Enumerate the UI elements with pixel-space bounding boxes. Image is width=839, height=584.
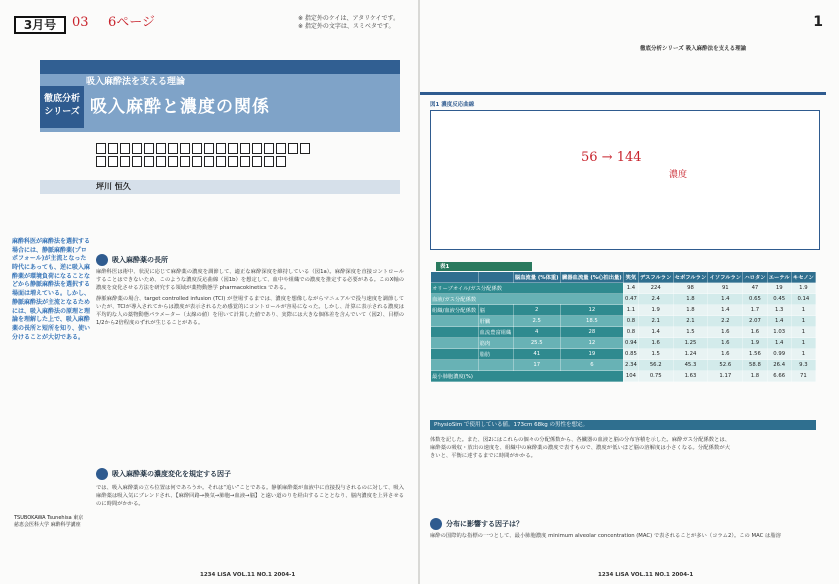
td: 肝臓 <box>478 316 513 327</box>
running-head: 徹底分析シリーズ 吸入麻酔法を支える理論 <box>640 46 747 52</box>
section3-body: 麻酔の国際的な指標の一つとして、最小肺胞濃度 minimum alveolar concentration (MAC) で表されることが多い（コラム2）。この MAC は脂溶 <box>430 533 781 539</box>
th: 臓器血流量 (%心拍出量) <box>560 272 623 283</box>
td: 筋肉 <box>478 338 513 349</box>
td <box>431 338 479 349</box>
section1-para-2: 静脈麻酔薬の場合、target controlled infusion (TCI) が登場するまでは、濃度を想像しながらマニュアルで投与速度を調節していたが、TCIが導入されてからは濃度が表示されるため感覚的にコントロールが容易になった。しかし、計算に表示される濃度は平均的な人の薬物動態パラメーター（太線の値）を用いて計算した値であり、実際には大きな個体差を含んでいて（図2）、目標の1/2から2倍程度のずれが生じることがある。 <box>96 295 404 327</box>
td: 血流豊富組織 <box>478 327 513 338</box>
page-title: 吸入麻酔と濃度の関係 <box>90 97 270 117</box>
td: 1.5 <box>638 349 673 360</box>
th: デスフルラン <box>638 272 673 283</box>
th: ハロタン <box>743 272 767 283</box>
td: 1.25 <box>673 338 708 349</box>
td: 47 <box>743 283 767 294</box>
td: 4 <box>513 327 560 338</box>
td: 1 <box>791 349 815 360</box>
td: 12 <box>560 305 623 316</box>
td: 2 <box>513 305 560 316</box>
td: 1.4 <box>638 327 673 338</box>
td: 12 <box>560 338 623 349</box>
td: 1.6 <box>708 349 743 360</box>
author: 坪川 恒久 <box>96 182 131 191</box>
td: 0.14 <box>791 294 815 305</box>
td: 組織/血液分配係数 <box>431 305 479 316</box>
table-row <box>431 338 816 349</box>
author-profile: TSUBOKAWA Tsunehisa 東京慈恵会医科大学 麻酔科学講座 <box>14 515 84 528</box>
table-row <box>431 360 816 371</box>
td: 1 <box>791 338 815 349</box>
td: 18.5 <box>560 316 623 327</box>
td: 1.1 <box>623 305 638 316</box>
author-bar <box>40 180 400 194</box>
month-tag: 3月号 <box>14 16 66 34</box>
td: 56.2 <box>638 360 673 371</box>
td <box>478 360 513 371</box>
td: 1.03 <box>767 327 791 338</box>
annotation-fig-count: 56 → 144 <box>581 150 642 165</box>
side-note: 麻酔科医が麻酔法を選択する場合には、静脈麻酔薬(プロポフォール)が主流となった時代にあっても、逆に吸入麻酔薬が環境負荷になることなどから静脈麻酔法を選択する場面は増えている。しかし、静脈麻酔法が主流となるためには、吸入麻酔法の原理と理論を理解した上で、吸入麻酔薬の長所と短所を知り、使い分けることが大切である。 <box>12 238 91 341</box>
td: 91 <box>708 283 743 294</box>
th: 脳血流量 (%体重) <box>513 272 560 283</box>
td: 6 <box>560 360 623 371</box>
td: 1.4 <box>708 294 743 305</box>
th <box>431 272 479 283</box>
td: 28 <box>560 327 623 338</box>
table-header-row <box>431 272 816 283</box>
table-row <box>431 316 816 327</box>
series-box <box>40 86 84 128</box>
td: 1.4 <box>623 283 638 294</box>
table-row <box>431 305 816 316</box>
section1-heading-text: 吸入麻酔薬の長所 <box>112 256 168 264</box>
td: 224 <box>638 283 673 294</box>
th: 笑気 <box>623 272 638 283</box>
placeholder-boxes <box>96 143 310 167</box>
table-note: PhysioSim で使用している値。173cm 68kg の男性を想定。 <box>430 420 816 430</box>
td: 1.8 <box>743 371 767 382</box>
gutter <box>418 0 420 584</box>
section-dot-icon <box>96 468 108 480</box>
td: 26.4 <box>767 360 791 371</box>
td: 0.47 <box>623 294 638 305</box>
td <box>431 316 479 327</box>
td: 25.5 <box>513 338 560 349</box>
td: 1.4 <box>767 338 791 349</box>
section2-heading-text: 吸入麻酔薬の濃度変化を規定する因子 <box>112 470 231 478</box>
td: 2.1 <box>638 316 673 327</box>
td: 2.07 <box>743 316 767 327</box>
td: 最小肺胞濃度(%) <box>431 371 624 382</box>
td <box>431 349 479 360</box>
table-row <box>431 349 816 360</box>
td: 1.9 <box>791 283 815 294</box>
right-bar <box>420 92 826 95</box>
annotation-kanji: 濃度 <box>669 170 688 180</box>
td: オリーブオイル/ガス分配係数 <box>431 283 624 294</box>
td: 1.6 <box>708 327 743 338</box>
series-line1: 徹底分析 <box>43 94 80 104</box>
td: 脂肪 <box>478 349 513 360</box>
td: 2.34 <box>623 360 638 371</box>
section3-heading <box>430 518 523 530</box>
td: 1.6 <box>743 327 767 338</box>
section-dot-icon <box>430 518 442 530</box>
th: イソフルラン <box>708 272 743 283</box>
td: 6.66 <box>767 371 791 382</box>
td: 1.56 <box>743 349 767 360</box>
table-row <box>431 327 816 338</box>
td <box>431 327 479 338</box>
th: エーテル <box>767 272 791 283</box>
table-row <box>431 283 816 294</box>
td: 52.6 <box>708 360 743 371</box>
td: 0.8 <box>623 327 638 338</box>
td: 1.5 <box>673 327 708 338</box>
figure-box <box>430 110 820 250</box>
td: 1.3 <box>767 305 791 316</box>
td: 0.8 <box>623 316 638 327</box>
td: 104 <box>623 371 638 382</box>
td: 1.17 <box>708 371 743 382</box>
td: 脳 <box>478 305 513 316</box>
section1-heading <box>96 254 168 266</box>
td: 17 <box>513 360 560 371</box>
th: セボフルラン <box>673 272 708 283</box>
td: 1.8 <box>673 294 708 305</box>
table-bar <box>436 262 532 271</box>
th <box>478 272 513 283</box>
td: 98 <box>673 283 708 294</box>
td: 1.6 <box>708 338 743 349</box>
td: 58.8 <box>743 360 767 371</box>
right-footer: 1234 LiSA VOL.11 NO.1 2004-1 <box>598 572 694 578</box>
td: 1.9 <box>638 305 673 316</box>
td: 71 <box>791 371 815 382</box>
td: 41 <box>513 349 560 360</box>
td: 1.6 <box>638 338 673 349</box>
page-number: 1 <box>813 14 823 30</box>
section2-heading <box>96 468 231 480</box>
td: 19 <box>560 349 623 360</box>
td: 45.3 <box>673 360 708 371</box>
td: 2.4 <box>638 294 673 305</box>
section-dot-icon <box>96 254 108 266</box>
right-body: 体数を記した。また、図2にはこれらの個々の分配係数から、各臓器の血液と脳の分布容積を示した。麻酔ガス分配係数とは、麻酔薬の吸収・放出の速度を、組織中の麻酔薬の濃度で表すもので、濃度が低いほど脳の溶解度は小さくなる。分配係数が大きいと、平衡に達するまでに時間がかかる。 <box>430 437 730 460</box>
td: 9.3 <box>791 360 815 371</box>
td: 2.2 <box>708 316 743 327</box>
td: 0.75 <box>638 371 673 382</box>
left-footer: 1234 LiSA VOL.11 NO.1 2004-1 <box>200 572 296 578</box>
td: 1 <box>791 305 815 316</box>
table-label: 表1 <box>440 264 450 270</box>
td: 1.8 <box>673 305 708 316</box>
td: 0.85 <box>623 349 638 360</box>
header-subtitle: 吸入麻酔法を支える理論 <box>86 77 186 87</box>
td: 0.99 <box>767 349 791 360</box>
td: 19 <box>767 283 791 294</box>
annotation-page-note: 6ページ <box>108 15 156 30</box>
td: 1.63 <box>673 371 708 382</box>
td: 0.94 <box>623 338 638 349</box>
td: 1 <box>791 327 815 338</box>
td: 2.5 <box>513 316 560 327</box>
figure-label: 図1 濃度反応曲線 <box>430 102 475 108</box>
td: 0.65 <box>743 294 767 305</box>
td: 血液/ガス分配係数 <box>431 294 624 305</box>
td: 0.45 <box>767 294 791 305</box>
section3-heading-text: 分布に影響する因子は？ <box>446 520 523 528</box>
td: 1.7 <box>743 305 767 316</box>
td: 1.24 <box>673 349 708 360</box>
annotation-page-no: 03 <box>72 15 89 30</box>
td: 1.4 <box>708 305 743 316</box>
table-row <box>431 294 816 305</box>
section2-body: では、吸入麻酔薬の立ち位置は何であろうか。それは“追い”ことである。静脈麻酔薬が血液中に直接投与されるのに対して、吸入麻酔薬は吸入気にブレンドされ、【麻酔回路→換気→肺胞→血液→脳】と遠い道のりを経由することとなり、脳内濃度を上昇させるのに時間がかかる。 <box>96 485 404 508</box>
td: 1.9 <box>743 338 767 349</box>
td: 1 <box>791 316 815 327</box>
td: 1.4 <box>767 316 791 327</box>
td <box>431 360 479 371</box>
td: 2.1 <box>673 316 708 327</box>
series-line2: シリーズ <box>44 107 80 117</box>
section1-para-1: 麻酔科医は術中、状況に応じて麻酔薬の濃度を調節して、適正な麻酔深度を維持している（図1a）。麻酔深度を直接コントロールすることはできないため、このような濃度反応曲線（図1b）を想定して、血中や組織での濃度を推定する必要がある。このX軸の濃度を変化させる方法を研究する領域が薬物動態学 pharmacokinetics である。 <box>96 269 404 292</box>
th: キセノン <box>791 272 815 283</box>
top-note: ※ 指定外のケイは、アタリケイです。 ※ 指定外の文字は、スミベタです。 <box>298 15 400 31</box>
section1-body <box>96 268 404 329</box>
data-table <box>430 271 816 382</box>
table-row <box>431 371 816 382</box>
